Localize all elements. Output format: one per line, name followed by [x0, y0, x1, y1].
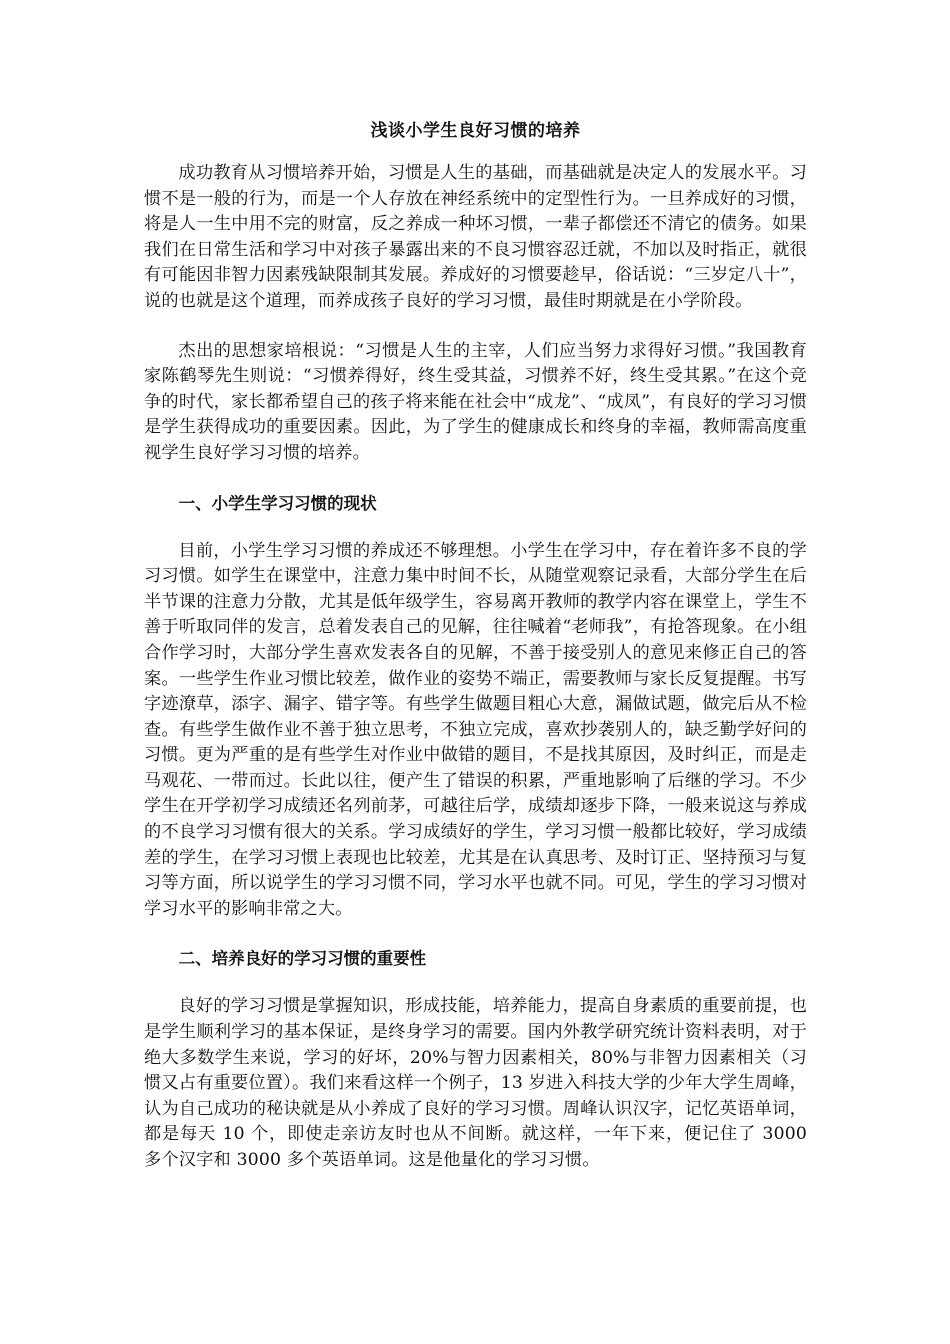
- paragraph-gap: [144, 972, 807, 994]
- document-title: 浅谈小学生良好习惯的培养: [370, 121, 581, 141]
- paragraph-gap: [144, 315, 807, 339]
- section-heading-status: 一、小学生学习习惯的现状: [178, 493, 377, 513]
- paragraph-status: 目前，小学生学习习惯的养成还不够理想。小学生在学习中，存在着许多不良的学习习惯。如学生在课堂中，注意力集中时间不长，从随堂观察记录看，大部分学生在后半节课的注意力分散，尤其是低年级学生，容易离开教师的教学内容在课堂上，学生不善于听取同伴的发言，总着发表自己的见解，往往喊着“老师我”，有抢答现象。在小组合作学习时，大部分学生喜欢发表各自的见解，不善于接受别人的意见来修正自己的答案。一些学生作业习惯比较差，做作业的姿势不端正，需要教师与家长反复提醒。书写字迹潦草，添字、漏字、错字等。有些学生做题目粗心大意，漏做试题，做完后从不检查。有些学生做作业不善于独立思考，不独立完成，喜欢抄袭别人的，缺乏勤学好问的习惯。更为严重的是有些学生对作业中做错的题目，不是找其原因，及时纠正，而是走马观花、一带而过。长此以往，便产生了错误的积累，严重地影响了后继的学习。不少学生在开学初学习成绩还名列前茅，可越往后学，成绩却逐步下降，一般来说这与养成的不良学习习惯有很大的关系。学习成绩好的学生，学习习惯一般都比较好，学习成绩差的学生，在学习习惯上表现也比较差，尤其是在认真思考、及时订正、坚持预习与复习等方面，所以说学生的学习习惯不同，学习水平也就不同。可见，学生的学习习惯对学习水平的影响非常之大。: [144, 540, 807, 919]
- paragraph-quotes: 杰出的思想家培根说：“习惯是人生的主宰，人们应当努力求得好习惯。”我国教育家陈鹤琴先生则说：“习惯养得好，终生受其益，习惯养不好，终生受其累。”在这个竞争的时代，家长都希望自己的孩子将来能在社会中“成龙”、“成凤”，有良好的学习习惯是学生获得成功的重要因素。因此，为了学生的健康成长和终身的幸福，教师需高度重视学生良好学习习惯的培养。: [144, 340, 807, 463]
- paragraph-gap: [144, 922, 807, 946]
- paragraph-importance: 良好的学习习惯是掌握知识，形成技能，培养能力，提高自身素质的重要前提，也是学生顺利学习的基本保证，是终身学习的需要。国内外教学研究统计资料表明，对于绝大多数学生来说，学习的好坏，20%与智力因素相关，80%与非智力因素相关（习惯又占有重要位置）。我们来看这样一个例子，13 岁进入科技大学的少年大学生周峰，认为自己成功的秘诀就是从小养成了良好的学习习惯。周峰认识汉字，记忆英语单词，都是每天 10 个，即使走亲访友时也从不间断。就这样，一年下来，便记住了 3000 多个汉字和 3000 多个英语单词。这是他量化的学习习惯。: [144, 996, 807, 1170]
- document-page: [144, 118, 807, 1174]
- section-heading-importance: 二、培养良好的学习习惯的重要性: [178, 949, 427, 969]
- paragraph-gap: [144, 467, 807, 491]
- paragraph-intro: 成功教育从习惯培养开始，习惯是人生的基础，而基础就是决定人的发展水平。习惯不是一般的行为，而是一个人存放在神经系统中的定型性行为。一旦养成好的习惯，将是人一生中用不完的财富，反之养成一种坏习惯，一辈子都偿还不清它的债务。如果我们在日常生活和学习中对孩子暴露出来的不良习惯容忍迁就，不加以及时指正，就很有可能因非智力因素残缺限制其发展。养成好的习惯要趁早，俗话说：“三岁定八十”，说的也就是这个道理，而养成孩子良好的学习习惯，最佳时期就是在小学阶段。: [144, 163, 807, 311]
- paragraph-gap: [144, 517, 807, 539]
